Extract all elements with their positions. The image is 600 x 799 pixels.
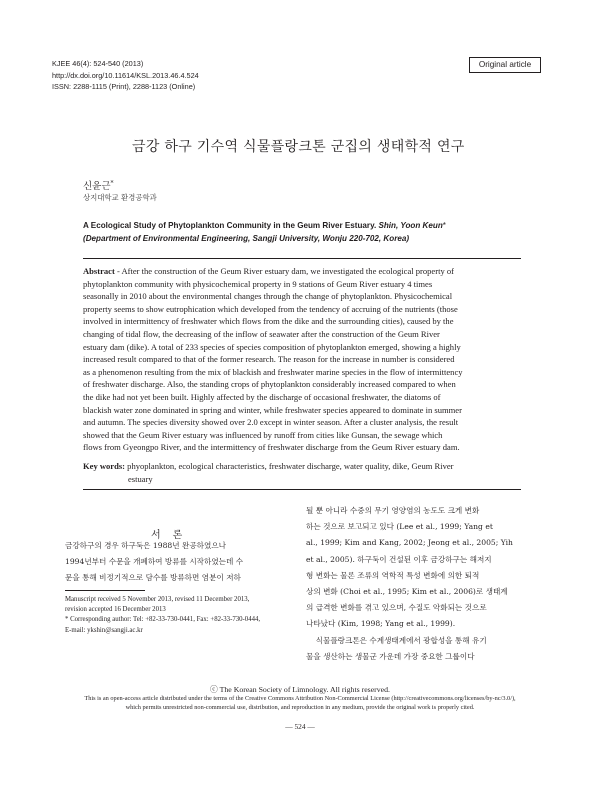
author-name: 신윤근 <box>83 181 111 192</box>
abstract-top-rule <box>83 258 521 259</box>
article-type-badge: Original article <box>469 57 541 73</box>
corresponding-mark: * <box>110 179 114 187</box>
license-line: This is an open-access article distributed under the terms of the Creative Commons Attribution Non-Commercial License (http://creativecommons.org/licenses/by-nc/3.0/), <box>84 695 516 702</box>
abstract-line: changing of tidal flow, the decreasing of the inflow of seawater after the construction of the Geum River <box>83 328 440 339</box>
footnote-line: revision accepted 16 December 2013 <box>65 606 166 614</box>
english-title-block <box>83 220 543 246</box>
abstract-line: as a phenomenon resulting from the mix of blackish and freshwater marine species in the flow of intermittency <box>83 366 463 377</box>
abstract <box>83 265 521 454</box>
abstract-line: the dike had not yet been built. Highly affected by the discharge of occasional freshwater, the diatoms of <box>83 391 441 402</box>
korean-affiliation: 상지대학교 환경공학과 <box>83 193 157 202</box>
body-line: et al., 2005). 하구둑이 건설된 이후 금강하구는 해저지 <box>306 554 492 564</box>
page-number: — 524 — <box>285 722 315 731</box>
abstract-line: Abstract - After the construction of the Geum River estuary dam, we investigated the ecological property of <box>83 266 454 276</box>
footnote-line: E-mail: ykshin@sangji.ac.kr <box>65 626 143 634</box>
english-corresponding-mark: * <box>442 221 446 230</box>
abstract-bottom-rule <box>83 489 521 490</box>
abstract-line: flows from Gyeongpo River, and the intermittency of freshwater discharge from the Geum River estuary dam. <box>83 442 460 453</box>
body-line: al., 1999; Kim and Kang, 2002; Jeong et al., 2005; Yih <box>306 538 513 548</box>
abstract-line: estuary dam (dike). A total of 233 species of species composition of phytoplankton emerged, showing a highly <box>83 341 461 352</box>
license-notice <box>0 695 600 713</box>
abstract-line: and autumn. The species diversity showed over 2.0 except in winter season. After a cluster analysis, the result <box>83 417 459 428</box>
abstract-line: phytoplankton community with physicochemical property in 9 stations of Geum River estuary 4 times <box>83 278 433 289</box>
abstract-line: showed that the Geum River estuary was influenced by runoff from cities like Gunsan, the sewage which <box>83 429 443 440</box>
korean-author <box>83 178 114 192</box>
body-line: 하는 것으로 보고되고 있다 (Lee et al., 1999; Yang et <box>306 522 493 532</box>
body-line: 의 급격한 변화를 겪고 있으며, 수질도 악화되는 것으로 <box>306 603 487 613</box>
body-line: 식물플랑크톤은 수계생태계에서 광합성을 통해 유기 <box>306 635 487 645</box>
section-heading-introduction: 서론 <box>151 530 195 541</box>
abstract-line: property seems to show eutrophication which developed from the tendency of accruing of the nutrients (those <box>83 303 458 314</box>
english-author: Shin, Yoon Keun <box>376 221 443 230</box>
body-line: 형 변화는 물론 조류의 역학적 특성 변화에 의한 퇴적 <box>306 570 480 580</box>
english-title: A Ecological Study of Phytoplankton Community in the Geum River Estuary. <box>83 221 377 230</box>
keywords <box>83 460 454 485</box>
abstract-line: seasonally in 2010 about the environmental changes through the change of phytoplankton. Physicochemical <box>83 291 453 302</box>
body-line: 금강하구의 경우 하구둑은 1988년 완공하였으나 <box>65 541 227 550</box>
right-column-text <box>306 503 513 665</box>
doi-link[interactable]: http://dx.doi.org/10.11614/KSL.2013.46.4.524 <box>52 70 199 80</box>
left-column-text <box>65 538 243 587</box>
footnotes <box>65 595 260 636</box>
abstract-line: of freshwater discharge. Also, the standing crops of phytoplankton considerably increased compared to when <box>83 379 456 390</box>
issn: ISSN: 2288-1115 (Print), 2288-1123 (Online) <box>52 82 196 92</box>
english-affiliation: (Department of Environmental Engineering, Sangji University, Wonju 220-702, Korea) <box>83 233 410 243</box>
body-line: 나타났다 (Kim, 1998; Yang et al., 1999). <box>306 619 456 629</box>
body-line: 1994년부터 수문을 개폐하여 방류를 시작하였는데 수 <box>65 557 244 567</box>
keywords-list-continued: estuary <box>128 473 153 484</box>
copyright-notice: ⓒ The Korean Society of Limnology. All rights reserved. <box>210 685 390 694</box>
abstract-line: blackish water zone dominated in spring and winter, while freshwater species appeared to dominate in summer <box>83 404 462 415</box>
korean-title: 금강 하구 기수역 식물플랑크톤 군집의 생태학적 연구 <box>132 139 465 155</box>
journal-citation: KJEE 46(4): 524-540 (2013) <box>52 59 144 68</box>
footnote-line: * Corresponding author: Tel: +82-33-730-0441, Fax: +82-33-730-0444, <box>65 616 261 624</box>
abstract-line: involved in intermittency of freshwater which flows from the dike and the surrounding cities), caused by the <box>83 316 454 327</box>
body-line: 상의 변화 (Choi et al., 1995; Kim et al., 2006)로 생태계 <box>306 587 508 597</box>
keywords-list: phyoplankton, ecological characteristics, freshwater discharge, water quality, dike, Geum River <box>127 461 454 471</box>
license-line: which permits unrestricted non-commercial use, distribution, and reproduction in any medium, provide the original work is properly cited. <box>125 703 475 711</box>
abstract-line: increased result compared to that of the former research. The reason for the increase in number is considered <box>83 354 455 365</box>
body-line: 문을 통해 비정기적으로 담수를 방류하면 염분이 저하 <box>65 573 241 583</box>
body-line: 물을 생산하는 생물군 가운데 가장 중요한 그룹이다 <box>306 651 475 661</box>
keywords-label: Key words: <box>83 461 126 471</box>
footnote-rule <box>65 590 145 591</box>
english-title-line <box>83 220 543 233</box>
body-line: 될 뿐 아니라 수중의 무기 영양염의 농도도 크게 변화 <box>306 506 480 515</box>
journal-header <box>52 58 199 93</box>
abstract-label: Abstract <box>83 266 115 276</box>
footnote-line: Manuscript received 5 November 2013, revised 11 December 2013, <box>65 596 250 603</box>
